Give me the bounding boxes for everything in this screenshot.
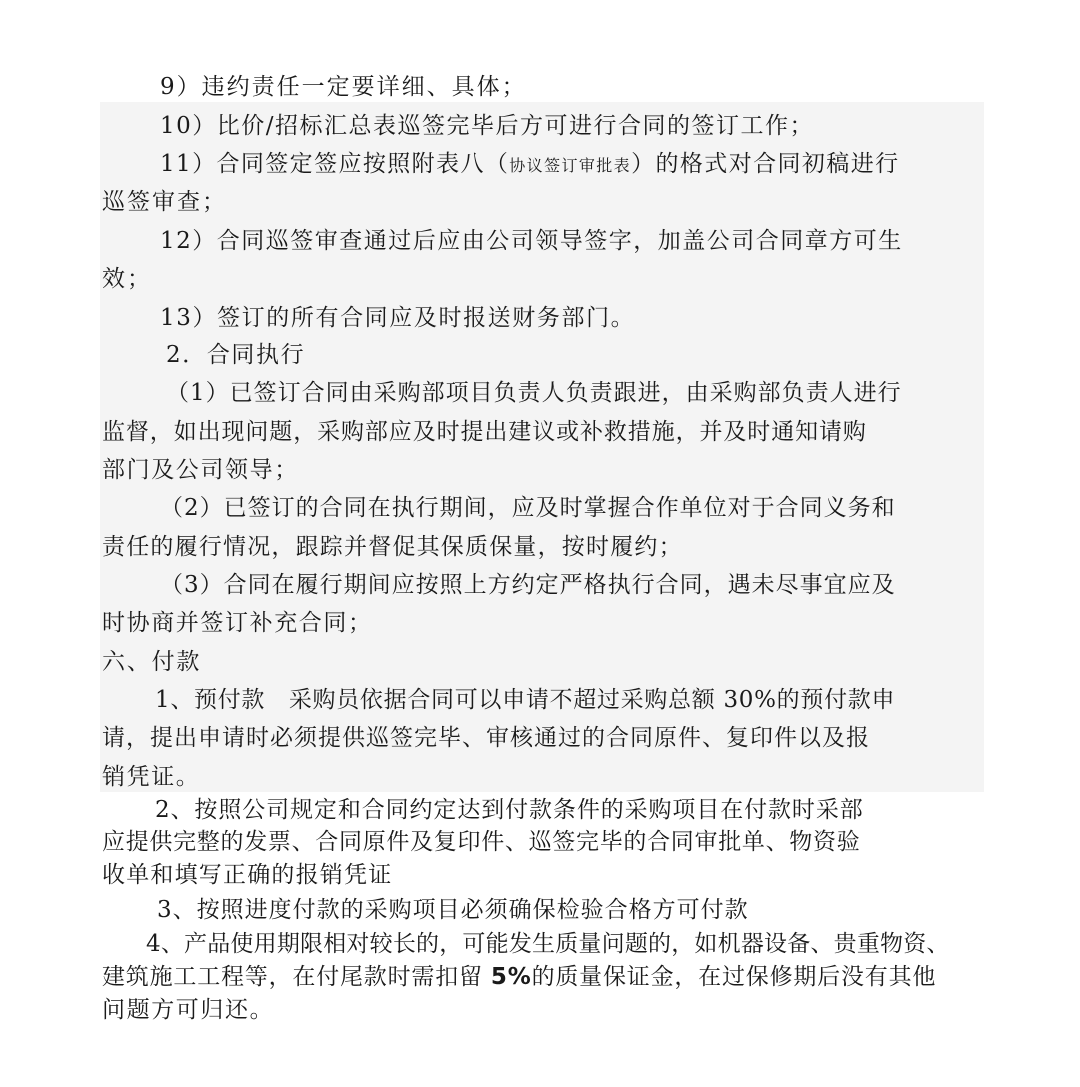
section-heading: 六、付款 [102,649,202,675]
text-line: 4、产品使用期限相对较长的，可能发生质量问题的，如机器设备、贵重物资、 [146,931,950,957]
text-line [160,149,900,179]
text-line: 请，提出申请时必须提供巡签完毕、审核通过的合同原件、复印件以及报 [102,725,870,751]
text-line: 3、按照进度付款的采购项目必须确保检验合格方可付款 [157,897,749,923]
text-line: 监督，如出现问题，采购部应及时提出建议或补救措施，并及时通知请购 [102,419,867,445]
text-segment: ）的格式对合同初稿进行 [631,151,900,177]
text-segment-small: 协议签订审批表 [509,156,632,175]
text-line [102,962,936,992]
text-line: 收单和填写正确的报销凭证 [102,862,393,888]
text-line: 10）比价/招标汇总表巡签完毕后方可进行合同的签订工作； [160,113,815,139]
text-line: 部门及公司领导； [102,457,299,483]
text-line: 1、预付款 采购员依据合同可以申请不超过采购总额 30%的预付款申 [155,687,896,713]
text-line: 问题方可归还。 [102,997,275,1023]
text-segment: 建筑施工工程等，在付尾款时需扣留 [102,964,491,990]
text-line: 12）合同巡签审查通过后应由公司领导签字，加盖公司合同章方可生 [160,228,903,254]
text-line: 13）签订的所有合同应及时报送财务部门。 [160,305,636,331]
text-line: 巡签审查； [102,189,227,215]
text-line: 2、按照公司规定和合同约定达到付款条件的采购项目在付款时采部 [155,797,864,823]
text-line: 责任的履行情况，跟踪并督促其保质保量，按时履约； [102,534,683,560]
text-line: 应提供完整的发票、合同原件及复印件、巡签完毕的合同审批单、物资验 [102,829,861,855]
text-segment: 的质量保证金，在过保修期后没有其他 [531,964,937,990]
text-line: （2）已签订的合同在执行期间，应及时掌握合作单位对于合同义务和 [160,495,896,521]
text-line: 效； [102,266,152,292]
text-line: 销凭证。 [102,764,201,790]
percentage-value: 5% [490,964,532,990]
section-heading: 2．合同执行 [166,342,306,368]
text-line: 时协商并签订补充合同； [102,610,373,636]
text-line: （3）合同在履行期间应按照上方约定严格执行合同，遇未尽事宜应及 [160,572,896,598]
text-line: 9）违约责任一定要详细、具体； [160,74,527,100]
text-line: （1）已签订合同由采购部项目负责人负责跟进，由采购部负责人进行 [166,380,902,406]
text-segment: 11）合同签定签应按照附表八（ [160,151,510,177]
